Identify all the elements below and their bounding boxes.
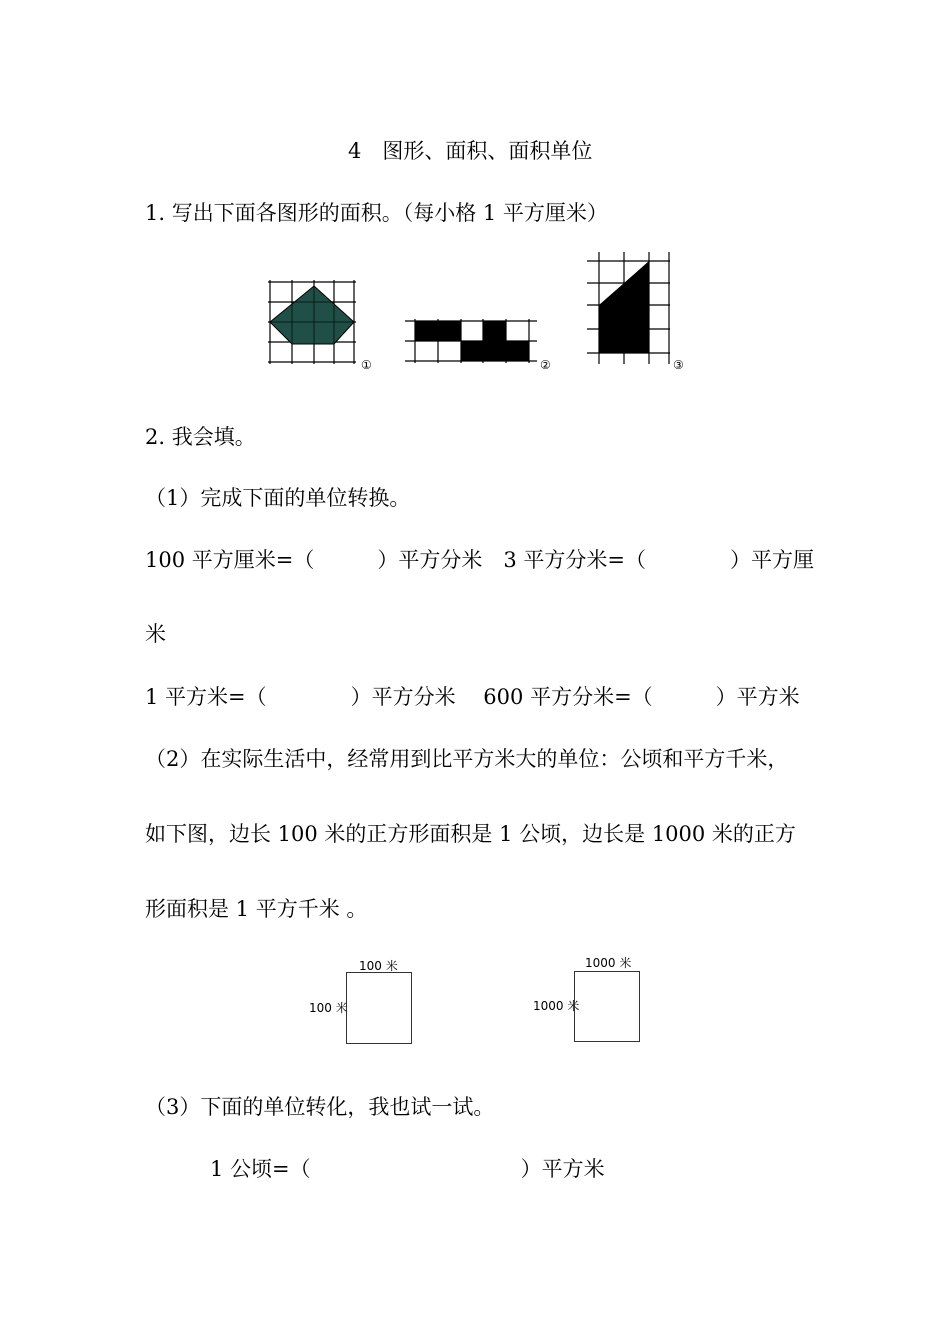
question-2-part-3-text: （3）下面的单位转化，我也试一试。 bbox=[145, 1095, 495, 1119]
square-2-top-label: 1000 米 bbox=[585, 956, 632, 970]
conversion-line-2: 1 平方米=（ ）平方分米 600 平方分米=（ ）平方米 bbox=[145, 685, 800, 709]
grid-figure-3 bbox=[582, 249, 682, 371]
grid-figure-2 bbox=[402, 314, 542, 369]
teal-pentagon-shape bbox=[270, 286, 354, 344]
question-1-text: 1. 写出下面各图形的面积。（每小格 1 平方厘米） bbox=[145, 201, 608, 225]
square-1000m bbox=[574, 971, 640, 1042]
square-1-top-label: 100 米 bbox=[359, 959, 398, 973]
question-2-part-1-text: （1）完成下面的单位转换。 bbox=[145, 486, 411, 510]
square-2-left-label: 1000 米 bbox=[533, 999, 580, 1013]
figure-2-label: ② bbox=[540, 358, 551, 372]
figure-3-label: ③ bbox=[673, 358, 684, 372]
hectare-conversion-line: 1 公顷=（ ）平方米 bbox=[210, 1157, 605, 1181]
question-2-text: 2. 我会填。 bbox=[145, 425, 256, 449]
figure-1-label: ① bbox=[361, 358, 372, 372]
square-100m bbox=[346, 972, 412, 1044]
conversion-line-1-wrap: 米 bbox=[145, 622, 166, 646]
square-1-left-label: 100 米 bbox=[309, 1001, 348, 1015]
conversion-line-1: 100 平方厘米=（ ）平方分米 3 平方分米=（ ）平方厘 bbox=[145, 548, 814, 572]
page-title: 4 图形、面积、面积单位 bbox=[348, 139, 593, 163]
grid-figure-1 bbox=[262, 276, 382, 371]
question-2-part-2-line-3: 形面积是 1 平方千米 。 bbox=[145, 897, 368, 921]
question-2-part-2-line-1: （2）在实际生活中，经常用到比平方米大的单位：公顷和平方千米， bbox=[145, 747, 789, 771]
question-2-part-2-line-2: 如下图，边长 100 米的正方形面积是 1 公顷，边长是 1000 米的正方 bbox=[145, 822, 796, 846]
